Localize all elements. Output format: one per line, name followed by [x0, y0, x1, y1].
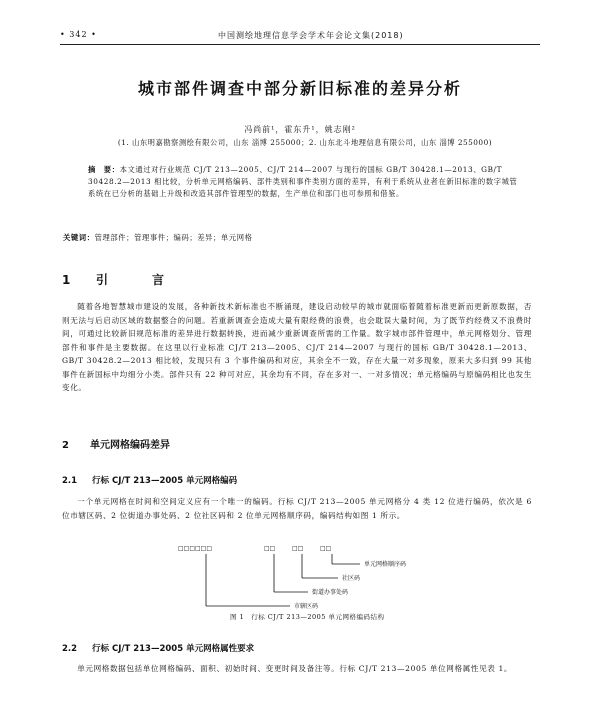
- section-1-heading: [62, 271, 180, 288]
- label-grid-sequence: 单元网格顺序码: [364, 561, 407, 568]
- subsection-2-2-heading: [62, 642, 254, 654]
- label-street-office: 街道办事处码: [312, 589, 349, 596]
- running-header: [60, 30, 540, 44]
- journal-name: 中国测绘地理信息学会学术年会论文集(2018): [218, 31, 404, 40]
- abstract-label: 摘 要：: [88, 165, 120, 174]
- code-group-grid: □□: [320, 545, 332, 552]
- subsection-2-2-number: 2.2: [62, 644, 78, 654]
- subsection-2-1-number: 2.1: [62, 476, 78, 486]
- subsection-2-2-title: 行标 CJ/T 213—2005 单元网格属性要求: [92, 644, 255, 654]
- figure-1-caption: 图 1 行标 CJ/T 213—2005 单元网格编码结构: [230, 613, 385, 621]
- section-2-number: 2: [62, 440, 69, 451]
- paper-title: 城市部件调查中部分新旧标准的差异分析: [137, 79, 462, 98]
- abstract-text: 本文通过对行业规范 CJ/T 213—2005、CJ/T 214—2007 与现行的国标 GB/T 30428.1—2013、GB/T 30428.2—2013 相比较，分析单元网格编码、部件类别和事件类别方面的差异，有利于系统从业者在新旧标准的数字城管系统在已分析的基础上升级和改造其部件管理型的数据，生产单位和部门也可参照和借鉴。: [88, 165, 518, 198]
- label-community: 社区码: [342, 575, 361, 582]
- subsection-2-2-paragraph: 单元网格数据包括单位网格编码、面积、初始时间、变更时间及备注等。行标 CJ/T 213—2005 单位网格属性见表 1。: [77, 664, 513, 673]
- code-group-community: □□: [292, 545, 304, 552]
- subsection-2-1-title: 行标 CJ/T 213—2005 单元网格编码: [92, 476, 238, 486]
- intro-paragraph: 随着各地智慧城市建设的发展，各种新技术新标准也不断涌现，建设启动较早的城市就面临着随着标准更新而更新原数据，否则无法与后启动区域的数据整合的问题。若重新调查会造成大量有限经费的浪费，也会耽误大量时间，为了既节约经费又不浪费时间，可通过比较新旧规范标准的差异进行数据转换，进而减少重新调查所需的工作量。数字城市部件管理中，单元网格划分、管理部件和事件是主要数据。在这里以行业标准 CJ/T 213—2005、CJ/T 214—2007 与现行的国标 GB/T 30428.1—2013、GB/T 30428.2—2013 相比较，发现只有 3 个事件编码和对应，其余全不一致，存在大量一对多现象，原来大多归到 99 其他事件在新国标中均细分小类。部件只有 22 种可对应，其余均有不同，存在多对一、一对多情况；单元格编码与原编码相比也发生变化。: [62, 302, 532, 392]
- section-1-number: 1: [62, 273, 71, 287]
- label-district: 市辖区码: [294, 603, 319, 610]
- section-2-title: 单元网格编码差异: [90, 440, 170, 451]
- header-rule: [60, 44, 540, 45]
- affiliation: (1. 山东明嘉勘察测绘有限公司，山东 淄博 255000；2. 山东北斗地理信息有限公司，山东 淄博 255000): [117, 138, 493, 147]
- page-number: • 342 •: [60, 30, 97, 39]
- keywords: [63, 233, 533, 243]
- authors: 冯尚前¹，霍东升¹，姚志刚²: [244, 125, 356, 134]
- keywords-label: 关键词：: [63, 233, 95, 242]
- keywords-text: 管理部件；管理事件；编码；差异；单元网格: [94, 233, 253, 242]
- section-1-title: 引 言: [96, 273, 181, 287]
- subsection-2-1-paragraph: 一个单元网格在时间和空间定义应有一个唯一的编码。行标 CJ/T 213—2005 单元网格分 4 类 12 位进行编码，依次是 6 位市辖区码、2 位街道办事处码、2 位社区码和 2 位单元网格顺序码，编码结构如图 1 所示。: [62, 497, 532, 520]
- code-group-district: □□□□□□: [178, 545, 213, 552]
- abstract: [88, 164, 524, 200]
- subsection-2-1-heading: [62, 474, 237, 486]
- code-group-street: □□: [264, 545, 276, 552]
- section-2-heading: [62, 436, 170, 451]
